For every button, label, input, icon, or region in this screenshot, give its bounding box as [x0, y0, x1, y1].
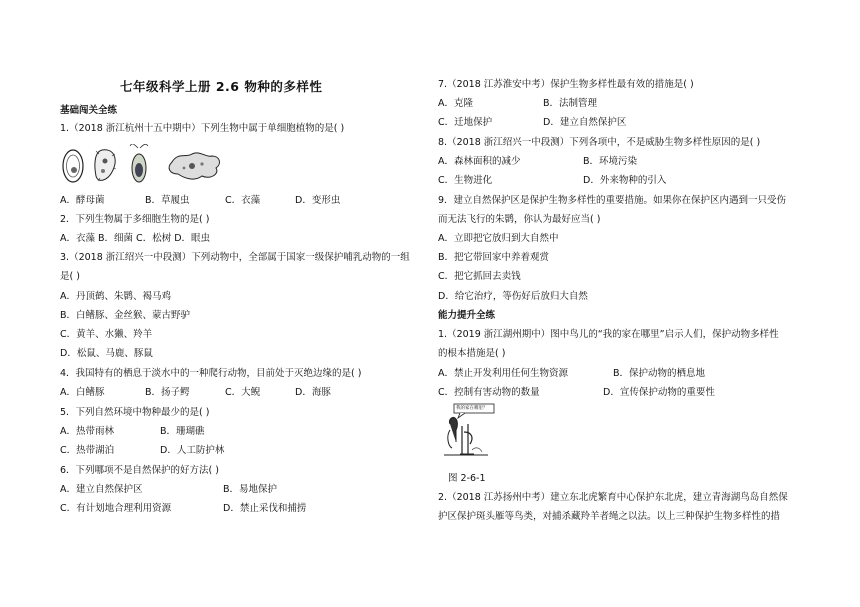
- q4-stem: 4．我国特有的栖息于淡水中的一种爬行动物，目前处于灭绝边缘的是( ): [60, 368, 362, 379]
- q4-option-c: C．大鲵: [225, 387, 261, 398]
- q8-option-c: C．生物进化: [438, 175, 493, 186]
- q3-option-c: C．黄羊、水獭、羚羊: [60, 329, 153, 340]
- a1-option-c: C．控制有害动物的数量: [438, 387, 540, 398]
- q1-option-d: D．变形虫: [295, 195, 341, 206]
- yeast-illustration: [63, 150, 83, 182]
- q9-stem-line1: 9．建立自然保护区是保护生物多样性的重要措施。如果你在保护区内遇到一只受伤: [438, 195, 787, 206]
- q9-stem-line2: 而无法飞行的朱鹮，你认为最好应当( ): [438, 214, 601, 225]
- q6-option-b: B．易地保护: [223, 484, 278, 495]
- page-title: 七年级科学上册 2.6 物种的多样性: [120, 79, 323, 94]
- q9-option-c: C．把它抓回去卖钱: [438, 271, 521, 282]
- figure-caption: 图 2-6-1: [448, 473, 486, 484]
- q3-option-a: A．丹顶鹤、朱鹮、褐马鸡: [60, 291, 171, 302]
- amoeba-illustration: [169, 153, 219, 179]
- q1-stem: 1.（2018 浙江杭州十五中期中）下列生物中属于单细胞植物的是( ): [60, 123, 345, 134]
- a1-option-a: A．禁止开发利用任何生物资源: [438, 368, 568, 379]
- q4-option-d: D．海豚: [295, 387, 331, 398]
- q6-option-a: A．建立自然保护区: [60, 484, 143, 495]
- q3-stem-line1: 3.（2018 浙江绍兴一中段测）下列动物中，全部属于国家一级保护哺乳动物的一组: [60, 252, 410, 263]
- q8-stem: 8.（2018 浙江绍兴一中段测）下列各项中，不是威胁生物多样性原因的是( ): [438, 137, 761, 148]
- q6-option-c: C．有计划地合理利用资源: [60, 503, 172, 514]
- q5-option-d: D．人工防护林: [160, 445, 225, 456]
- q7-option-a: A．克隆: [438, 98, 473, 109]
- q1-option-b: B．草履虫: [145, 195, 190, 206]
- a2-line2: 护区保护斑头雁等鸟类，对捕杀藏羚羊者绳之以法。以上三种保护生物多样性的措: [438, 511, 781, 522]
- q5-option-c: C．热带湖泊: [60, 445, 115, 456]
- q2-stem: 2．下列生物属于多细胞生物的是( ): [60, 214, 210, 225]
- a1-option-b: B．保护动物的栖息地: [613, 368, 706, 379]
- q8-option-b: B．环境污染: [583, 156, 638, 167]
- q6-option-d: D．禁止采伐和捕捞: [223, 503, 307, 514]
- q4-option-b: B．扬子鳄: [145, 387, 190, 398]
- q5-stem: 5．下列自然环境中物种最少的是( ): [60, 407, 210, 418]
- q5-option-a: A．热带雨林: [60, 426, 114, 437]
- section-heading-basic: 基础闯关全练: [60, 105, 118, 116]
- q8-option-d: D．外来物种的引入: [583, 175, 667, 186]
- q3-stem-line2: 是( ): [60, 271, 80, 282]
- q7-option-c: C．迁地保护: [438, 117, 493, 128]
- q4-option-a: A．白鳍豚: [60, 387, 105, 398]
- q1-option-a: A．酵母菌: [60, 195, 105, 206]
- q9-option-b: B．把它带回家中养着观赏: [438, 252, 550, 263]
- q3-option-d: D．松鼠、马鹿、豚鼠: [60, 348, 153, 359]
- q1-option-c: C．衣藻: [225, 195, 261, 206]
- a1-option-d: D．宣传保护动物的重要性: [603, 387, 715, 398]
- section-heading-advanced: 能力提升全练: [438, 310, 496, 321]
- q7-option-d: D．建立自然保护区: [543, 117, 627, 128]
- q1-organism-images: [60, 144, 230, 186]
- a2-line1: 2.（2018 江苏扬州中考）建立东北虎繁育中心保护东北虎，建立青海湖鸟岛自然保: [438, 492, 788, 503]
- q3-option-b: B．白鳍豚、金丝猴、蒙古野驴: [60, 310, 191, 321]
- q5-option-b: B．珊瑚礁: [160, 426, 205, 437]
- q9-option-a: A．立即把它放归到大自然中: [438, 233, 559, 244]
- q9-option-d: D．给它治疗，等伤好后放归大自然: [438, 291, 588, 302]
- q8-option-a: A．森林面积的减少: [438, 156, 521, 167]
- chlamydomonas-illustration: [130, 144, 148, 182]
- paramecium-illustration: [95, 150, 116, 181]
- a1-stem-line2: 的根本措施是( ): [438, 348, 506, 359]
- q7-option-b: B．法制管理: [543, 98, 598, 109]
- q7-stem: 7.（2018 江苏淮安中考）保护生物多样性最有效的措施是( ): [438, 79, 694, 90]
- q2-options: A．衣藻 B．细菌 C．松树 D．眼虫: [60, 233, 211, 244]
- bird-speech-bubble-text: 我的家在哪里？: [456, 406, 488, 411]
- a1-stem-line1: 1.（2019 浙江湖州期中）图中鸟儿的“我的家在哪里”启示人们，保护动物多样性: [438, 329, 779, 340]
- q6-stem: 6．下列哪项不是自然保护的好方法( ): [60, 465, 219, 476]
